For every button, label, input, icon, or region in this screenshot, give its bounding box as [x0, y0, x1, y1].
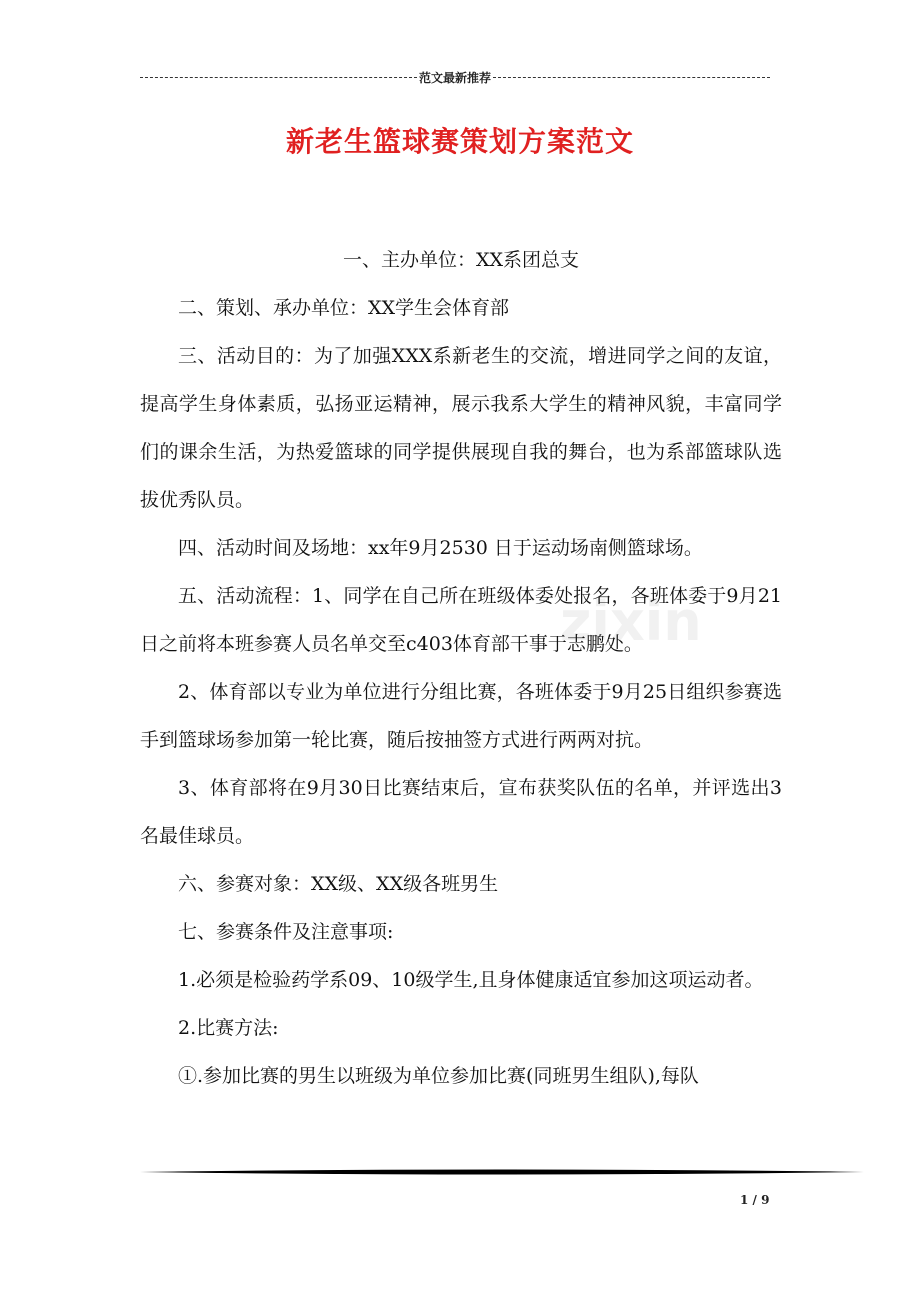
- paragraph-time-venue: 四、活动时间及场地：xx年9月2530 日于运动场南侧篮球场。: [178, 537, 703, 559]
- paragraph-condition-2: 2.比赛方法:: [178, 1017, 279, 1039]
- paragraph-organizer: 一、主办单位：XX系团总支: [342, 249, 580, 271]
- paragraph-purpose: 三、活动目的：为了加强XXX系新老生的交流，增进同学之间的友谊，提高学生身体素质，弘扬亚运精神，展示我系大学生的精神风貌，丰富同学们的课余生活，为热爱篮球的同学提供展现自我的舞台，也为系部篮球队选拔优秀队员。: [140, 345, 782, 511]
- paragraph-participants: 六、参赛对象：XX级、XX级各班男生: [178, 873, 499, 895]
- page-number: 1 / 9: [740, 1193, 770, 1207]
- paragraph-conditions: 七、参赛条件及注意事项:: [178, 921, 394, 943]
- paragraph-process-2: 2、体育部以专业为单位进行分组比赛，各班体委于9月25日组织参赛选手到篮球场参加第一轮比赛，随后按抽签方式进行两两对抗。: [140, 681, 782, 751]
- paragraph-condition-1: 1.必须是检验药学系09、10级学生,且身体健康适宜参加这项运动者。: [178, 969, 764, 991]
- footer-rule: [140, 1168, 864, 1176]
- document-title: 新老生篮球赛策划方案范文: [285, 125, 634, 158]
- paragraph-process: 五、活动流程：1、同学在自己所在班级体委处报名，各班体委于9月21日之前将本班参赛人员名单交至c403体育部干事于志鹏处。: [140, 585, 782, 655]
- header-dash-right: [493, 77, 770, 78]
- paragraph-condition-2a: ①.参加比赛的男生以班级为单位参加比赛(同班男生组队),每队: [178, 1065, 699, 1087]
- paragraph-planner: 二、策划、承办单位：XX学生会体育部: [178, 297, 510, 319]
- document-body: [140, 236, 782, 1100]
- header-dash-left: [140, 77, 417, 78]
- header-label: 范文最新推荐: [419, 70, 492, 85]
- page-header: [140, 68, 770, 86]
- watermark: zixin: [560, 590, 702, 653]
- paragraph-process-3: 3、体育部将在9月30日比赛结束后，宣布获奖队伍的名单，并评选出3名最佳球员。: [140, 777, 782, 847]
